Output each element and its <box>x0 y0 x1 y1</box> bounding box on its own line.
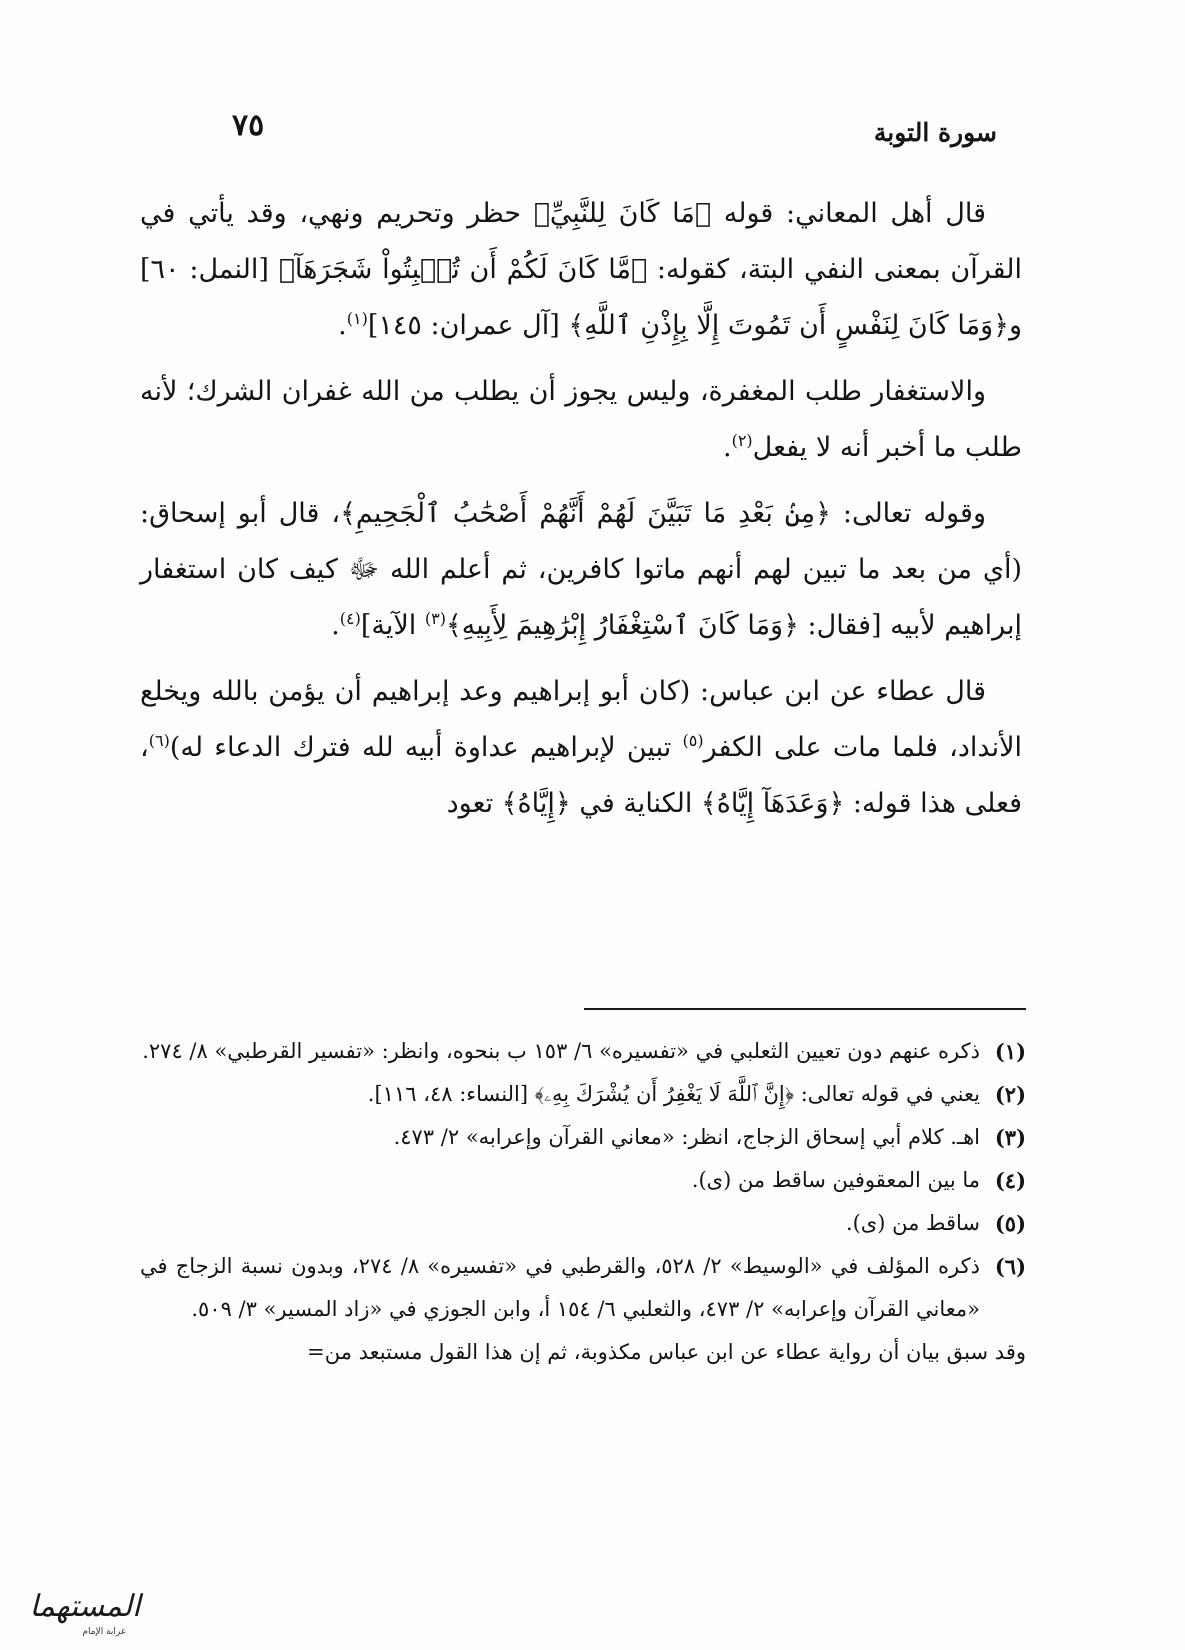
paragraph-2: والاستغفار طلب المغفرة، وليس يجوز أن يطلب من الله غفران الشرك؛ لأنه طلب ما أخبر أنه لا يفعل$^{(٢)}$. <box>140 376 1022 463</box>
footnote-number: (٤) <box>994 1168 1026 1193</box>
footnote-number: (١) <box>994 1039 1026 1064</box>
paragraph-4-text-c: ، فعلى هذا قوله: ﴿وَعَدَهَآ إِيَّاهُ﴾ الكناية في ﴿إِيَّاهُ﴾ تعود <box>140 732 1022 819</box>
paragraph-3-tail: الآية] <box>360 610 425 641</box>
footnote-text: يعني في قوله تعالى: ﴿إِنَّ ٱللَّهَ لَا يَغْفِرُ أَن يُشْرَكَ بِهِۦ﴾ [النساء: ٤٨، ١١٦]. <box>367 1082 980 1106</box>
footnote-divider <box>584 1008 1026 1010</box>
footnote-ref-1: (١) <box>346 309 368 328</box>
publisher-logo-icon <box>14 1580 156 1640</box>
footnote-number: (٥) <box>994 1211 1026 1236</box>
footnote-ref-2: (٢) <box>731 431 753 450</box>
footnote-3 <box>140 1116 1026 1159</box>
footnote-4 <box>140 1159 1026 1202</box>
footnote-number: (٦) <box>994 1254 1026 1279</box>
paragraph-4-text-b: تبين لإبراهيم عداوة أبيه لله فترك الدعاء له) <box>169 732 683 763</box>
paragraph-3-text: وقوله تعالى: ﴿مِنۢ بَعْدِ مَا تَبَيَّنَ لَهُمْ أَنَّهُمْ أَصْحَٰبُ ٱلْجَحِيمِ﴾، قال أبو إسحاق: (أي من بعد ما تبين لهم أنهم ماتوا كافرين، ثم أعلم الله ﷻ كيف كان استغفار إبراهيم لأبيه [فقال: ﴿وَمَا كَانَ ٱسْتِغْفَارُ إِبْرَٰهِيمَ لِأَبِيهِ﴾ <box>140 498 1022 641</box>
footnote-text: ذكره المؤلف في «الوسيط» ٢/ ٥٢٨، والقرطبي في «تفسيره» ٨/ ٢٧٤، وبدون نسبة الزجاج في «معاني القرآن وإعرابه» ٢/ ٤٧٣، والثعلبي ٦/ ١٥٤ أ، وابن الجوزي في «زاد المسير» ٣/ ٥٠٩. <box>140 1254 980 1321</box>
footnote-1 <box>140 1030 1026 1073</box>
footnote-text: ما بين المعقوفين ساقط من (ى). <box>691 1168 980 1192</box>
footnote-ref-6: (٦) <box>148 731 170 750</box>
page-number: ٧٥ <box>232 108 265 143</box>
footnote-6 <box>140 1245 1026 1331</box>
footnote-continuation: وقد سبق بيان أن رواية عطاء عن ابن عباس مكذوبة، ثم إن هذا القول مستبعد من= <box>307 1340 1026 1364</box>
footnote-number: (٢) <box>994 1082 1026 1107</box>
footnote-number: (٣) <box>994 1125 1026 1150</box>
footnote-text: ذكره عنهم دون تعيين الثعلبي في «تفسيره» ٦/ ١٥٣ ب بنحوه، وانظر: «تفسير القرطبي» ٨/ ٢٧٤. <box>142 1039 980 1063</box>
footnote-ref-5: (٥) <box>682 731 704 750</box>
paragraph-1-text: قال أهل المعاني: قوله ﴿مَا كَانَ لِلنَّبِيِّ﴾ حظر وتحريم ونهي، وقد يأتي في القرآن بمعنى النفي البتة، كقوله: ﴿مَّا كَانَ لَكُمْ أَن تُنۢبِتُواْ شَجَرَهَآ﴾ [النمل: ٦٠] و﴿وَمَا كَانَ لِنَفْسٍ أَن تَمُوتَ إِلَّا بِإِذْنِ ٱللَّهِ﴾ [آل عمران: ١٤٥] <box>140 198 1022 341</box>
footnote-text: اهـ. كلام أبي إسحاق الزجاج، انظر: «معاني القرآن وإعرابه» ٢/ ٤٧٣. <box>393 1125 980 1149</box>
main-text <box>140 186 1022 842</box>
footnotes <box>140 1030 1026 1374</box>
paragraph-2-text: والاستغفار طلب المغفرة، وليس يجوز أن يطلب من الله غفران الشرك؛ لأنه طلب ما أخبر أنه لا يفعل <box>140 376 1022 463</box>
footnote-ref-3: (٣) <box>424 609 446 628</box>
paragraph-1: قال أهل المعاني: قوله ﴿مَا كَانَ لِلنَّبِيِّ﴾ حظر وتحريم ونهي، وقد يأتي في القرآن بمعنى النفي البتة، كقوله: ﴿مَّا كَانَ لَكُمْ أَن تُنۢبِتُواْ شَجَرَهَآ﴾ [النمل: ٦٠] و﴿وَمَا كَانَ لِنَفْسٍ أَن تَمُوتَ إِلَّا بِإِذْنِ ٱللَّهِ﴾ [آل عمران: ١٤٥]$^{(١)}$. <box>140 198 1022 341</box>
footnote-text: ساقط من (ى). <box>845 1211 980 1235</box>
footnote-2 <box>140 1073 1026 1116</box>
surah-title: سورة التوبة <box>873 118 997 147</box>
logo-text: المستهما <box>29 1589 141 1624</box>
footnote-5 <box>140 1202 1026 1245</box>
paragraph-4 <box>140 664 1022 832</box>
paragraph-4-text-a: قال عطاء عن ابن عباس: (كان أبو إبراهيم وعد إبراهيم أن يؤمن بالله ويخلع الأنداد، فلما مات على الكفر <box>140 676 1022 763</box>
paragraph-3: وقوله تعالى: ﴿مِنۢ بَعْدِ مَا تَبَيَّنَ لَهُمْ أَنَّهُمْ أَصْحَٰبُ ٱلْجَحِيمِ﴾، قال أبو إسحاق: (أي من بعد ما تبين لهم أنهم ماتوا كافرين، ثم أعلم الله ﷻ كيف كان استغفار إبراهيم لأبيه [فقال: ﴿وَمَا كَانَ ٱسْتِغْفَارُ إِبْرَٰهِيمَ لِأَبِيهِ﴾$^{(٣)}$ الآية]$^{(٤)}$. <box>140 498 1022 641</box>
logo-subtext: غرابة الإمام <box>82 1627 126 1637</box>
footnote-ref-4: (٤) <box>339 609 361 628</box>
